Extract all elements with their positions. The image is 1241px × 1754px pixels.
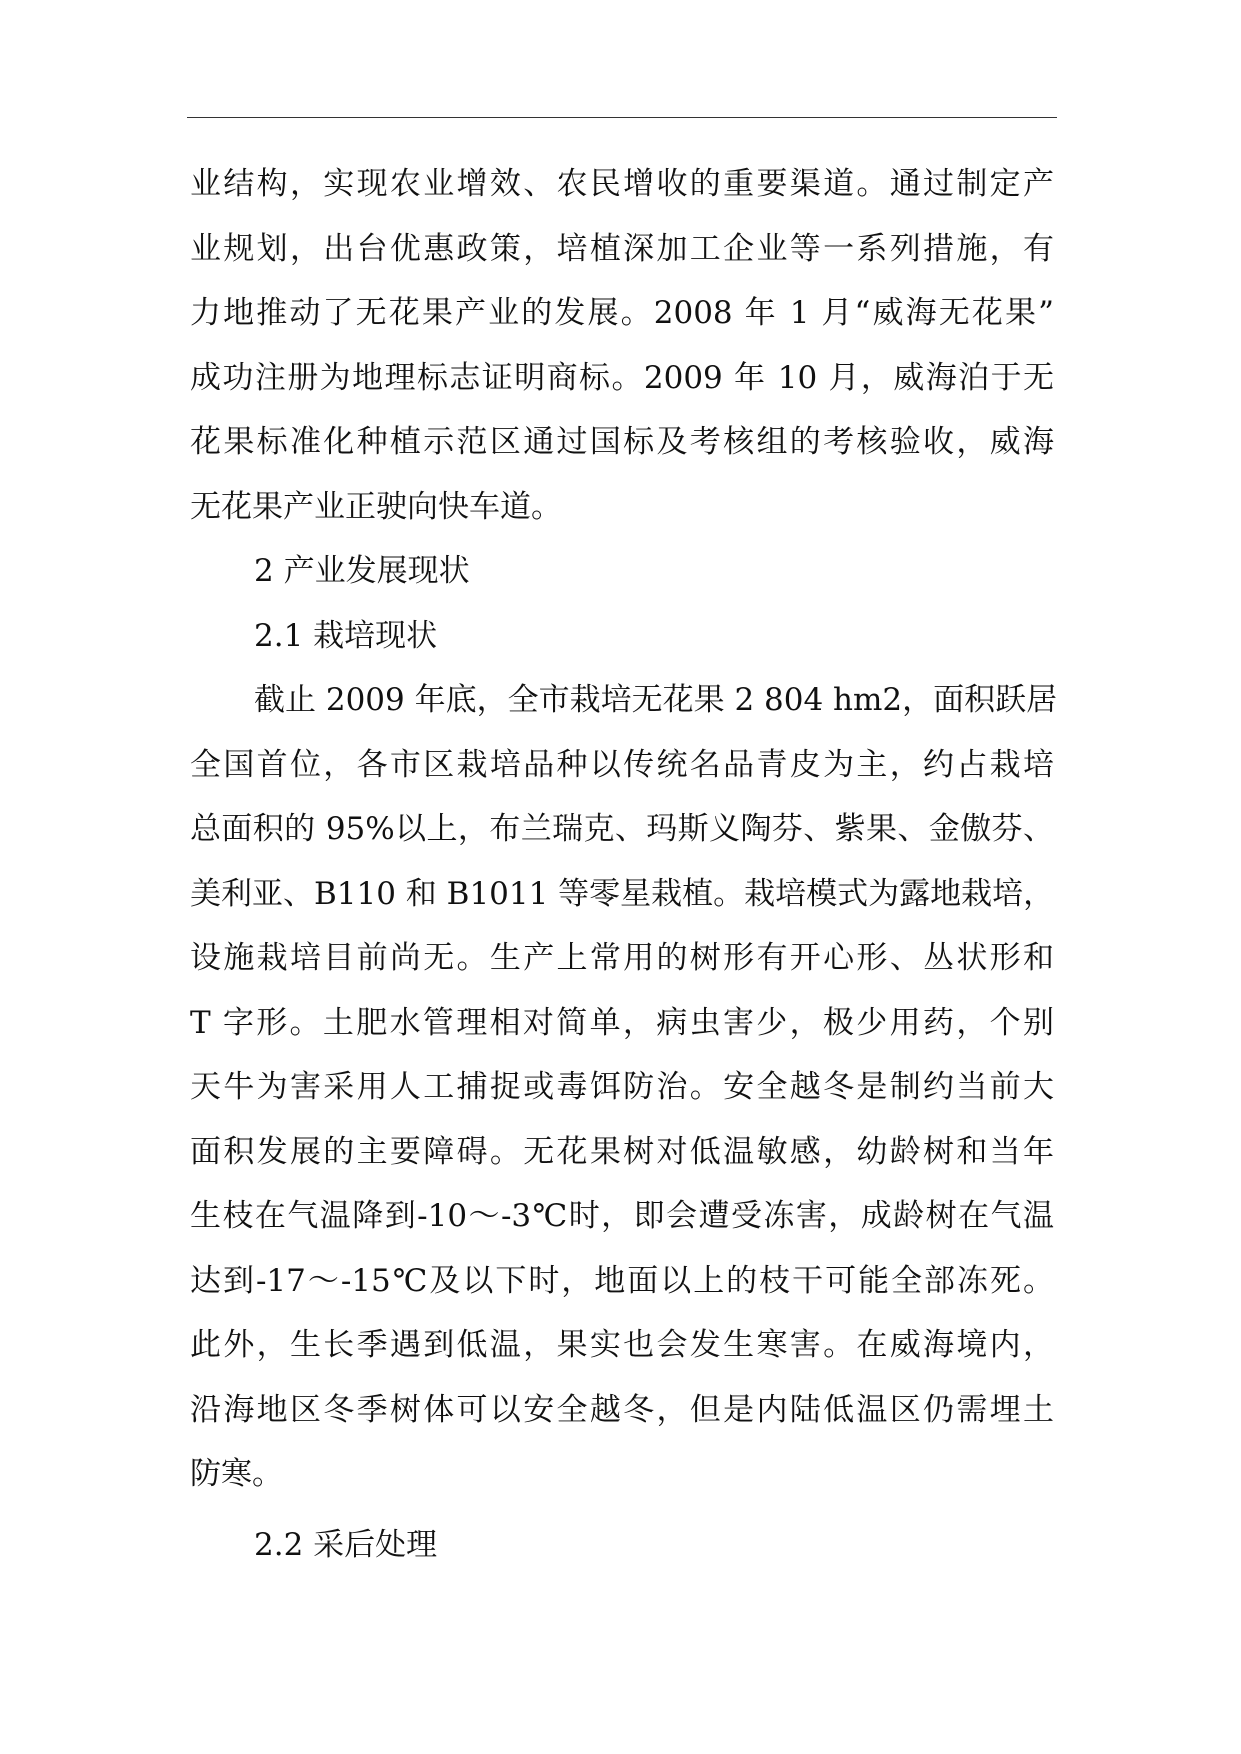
text-line: 业规划，出台优惠政策，培植深加工企业等一系列措施，有 [190,230,1054,267]
text-line: 成功注册为地理标志证明商标。2009 年 10 月，威海泊于无 [190,359,1054,396]
text-line: 截止 2009 年底，全市栽培无花果 2 804 hm2，面积跃居 [254,682,1058,718]
text-line: 面积发展的主要障碍。无花果树对低温敏感，幼龄树和当年 [190,1133,1054,1170]
section-heading [190,539,1054,604]
paragraph-industry-intro [190,152,1054,539]
text-line: 沿海地区冬季树体可以安全越冬，但是内陆低温区仍需埋土 [190,1391,1054,1428]
header-rule [187,117,1057,118]
subsection-heading [190,1513,1054,1578]
paragraph-cultivation-status [190,668,1058,1507]
text-line: 设施栽培目前尚无。生产上常用的树形有开心形、丛状形和 [190,940,1054,976]
text-line: 生枝在气温降到-10～-3℃时，即会遭受冻害，成龄树在气温 [190,1198,1054,1234]
text-line: 全国首位，各市区栽培品种以传统名品青皮为主，约占栽培 [190,746,1054,783]
text-line: T 字形。土肥水管理相对简单，病虫害少，极少用药，个别 [190,1004,1054,1041]
text-line: 力地推动了无花果产业的发展。2008 年 1 月“威海无花果” [190,295,1054,331]
subsection-heading-text: 2.1 栽培现状 [254,617,438,654]
text-line: 业结构，实现农业增效、农民增收的重要渠道。通过制定产 [190,166,1054,202]
section-heading-text: 2 产业发展现状 [254,553,470,589]
text-line: 防寒。 [190,1456,283,1492]
text-line: 美利亚、B110 和 B1011 等零星栽植。栽培模式为露地栽培， [190,875,1055,912]
text-line: 达到-17～-15℃及以下时，地面以上的枝干可能全部冻死。 [190,1262,1054,1299]
text-line: 总面积的 95%以上，布兰瑞克、玛斯义陶芬、紫果、金傲芬、 [190,811,1054,847]
text-line: 无花果产业正驶向快车道。 [190,488,562,525]
text-line: 此外，生长季遇到低温，果实也会发生寒害。在威海境内， [190,1327,1054,1363]
text-line: 天牛为害采用人工捕捉或毒饵防治。安全越冬是制约当前大 [190,1069,1054,1105]
document-body [190,152,1058,1577]
subsection-heading [190,604,1054,669]
text-line: 花果标准化种植示范区通过国标及考核组的考核验收，威海 [190,424,1054,460]
subsection-heading-text: 2.2 采后处理 [254,1526,438,1563]
